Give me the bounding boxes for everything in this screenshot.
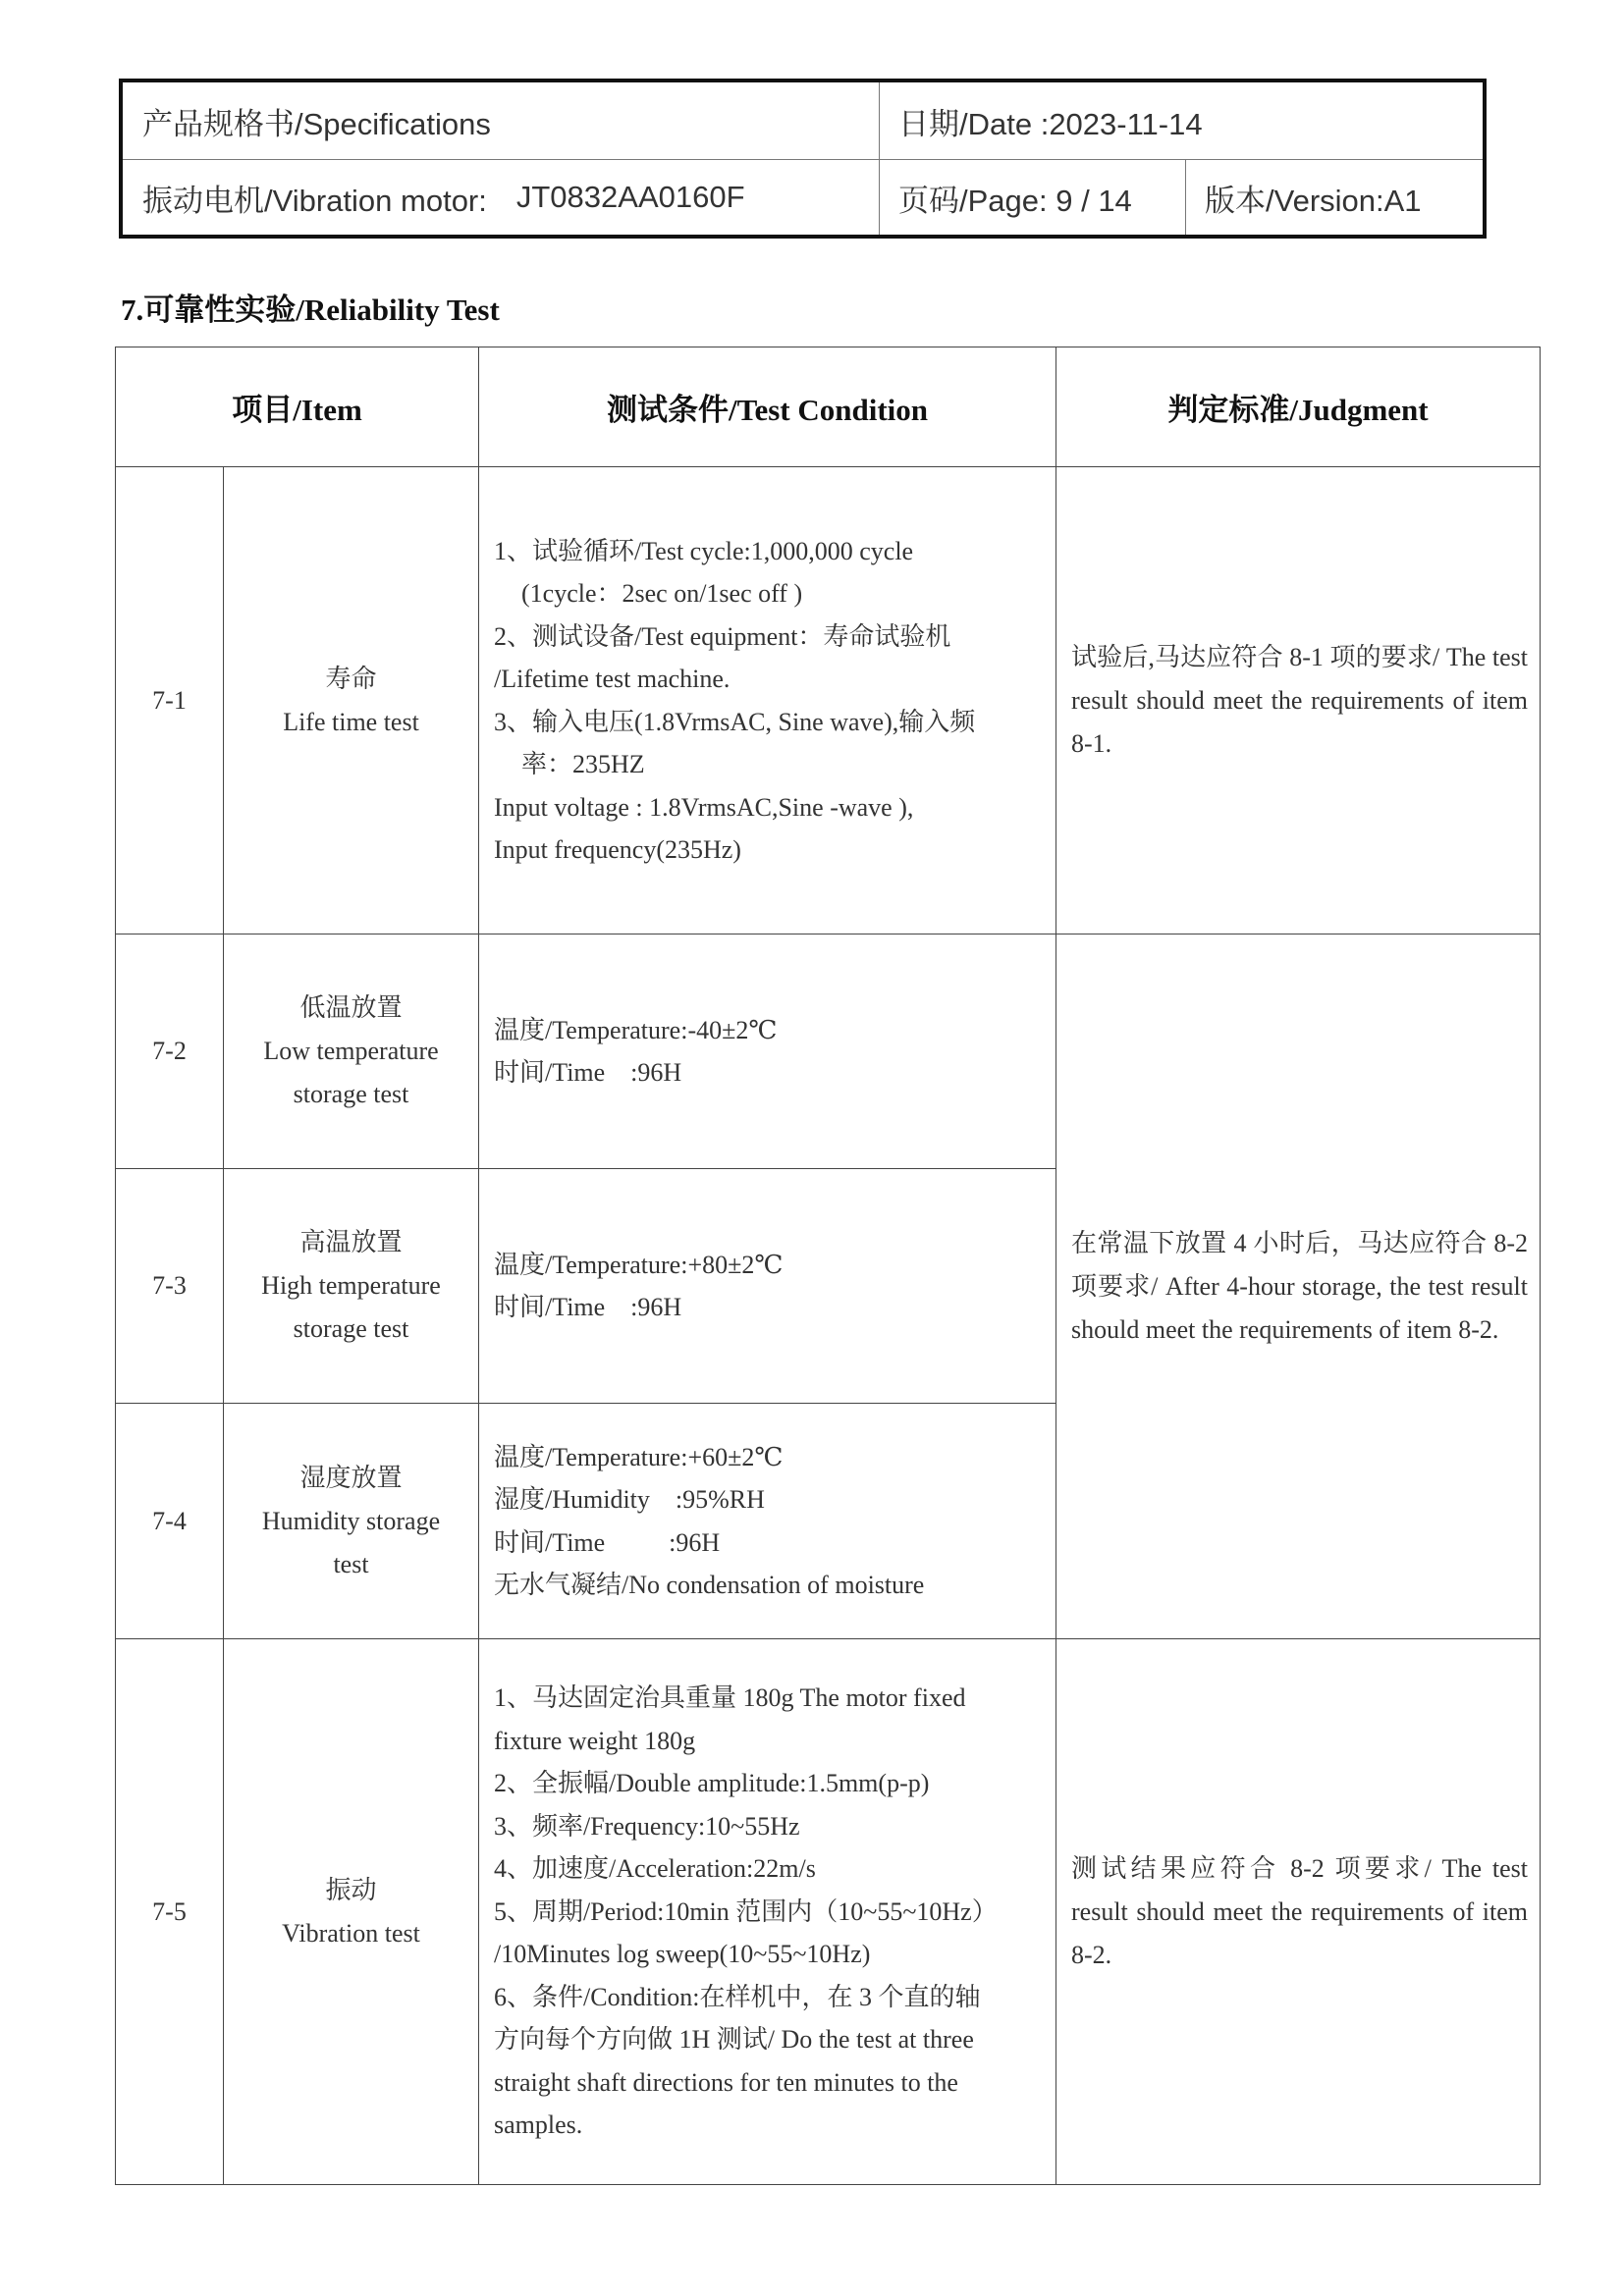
item-name-cn: 寿命 <box>325 664 377 693</box>
condition-line: 湿度/Humidity :95%RH <box>494 1485 765 1514</box>
test-condition <box>479 1169 1056 1404</box>
condition-line: samples. <box>494 2110 583 2140</box>
table-row <box>116 1639 1541 2185</box>
product-cell <box>123 159 879 236</box>
column-header-judgment: 判定标准/Judgment <box>1056 347 1541 467</box>
condition-line: 1、试验循环/Test cycle:1,000,000 cycle <box>494 536 914 565</box>
item-name <box>224 1639 479 2185</box>
condition-line: Input frequency(235Hz) <box>494 835 741 864</box>
column-header-condition: 测试条件/Test Condition <box>479 347 1056 467</box>
condition-line: 时间/Time :96H <box>494 1293 682 1321</box>
reliability-test-table <box>115 347 1541 2185</box>
test-condition <box>479 1639 1056 2185</box>
row-number: 7-1 <box>116 467 224 934</box>
condition-line: 3、频率/Frequency:10~55Hz <box>494 1811 800 1841</box>
test-condition <box>479 1404 1056 1639</box>
condition-line: 率：235HZ <box>521 750 645 778</box>
condition-line: 3、输入电压(1.8VrmsAC, Sine wave),输入频 <box>494 707 976 736</box>
condition-line: /Lifetime test machine. <box>494 665 731 693</box>
condition-line: fixture weight 180g <box>494 1726 696 1755</box>
condition-line: straight shaft directions for ten minutes to the <box>494 2067 958 2097</box>
item-name-en: High temperature <box>261 1271 441 1300</box>
item-name-cn: 高温放置 <box>299 1228 403 1256</box>
product-label: 振动电机/Vibration motor: <box>142 183 487 218</box>
row-number: 7-5 <box>116 1639 224 2185</box>
document-header <box>119 79 1487 239</box>
condition-line: 2、测试设备/Test equipment：寿命试验机 <box>494 621 951 651</box>
page-number: 页码/Page: 9 / 14 <box>898 183 1132 218</box>
row-number: 7-2 <box>116 934 224 1169</box>
column-header-item: 项目/Item <box>116 347 479 467</box>
condition-line: 5、周期/Period:10min 范围内（10~55~10Hz） <box>494 1896 998 1926</box>
item-name <box>224 1404 479 1639</box>
item-name <box>224 467 479 934</box>
judgment-text: 测试结果应符合 8-2 项要求/ The test result should meet the requirements of item 8-2. <box>1056 1639 1541 2185</box>
condition-line: 温度/Temperature:+60±2℃ <box>494 1442 784 1471</box>
condition-line: 2、全振幅/Double amplitude:1.5mm(p-p) <box>494 1769 930 1798</box>
test-condition <box>479 934 1056 1169</box>
condition-line: Input voltage : 1.8VrmsAC,Sine -wave ), <box>494 792 914 822</box>
section-title: 7.可靠性实验/Reliability Test <box>121 293 500 327</box>
item-name-cn: 振动 <box>325 1875 377 1904</box>
product-code: JT0832AA0160F <box>515 180 745 214</box>
judgment-text: 试验后,马达应符合 8-1 项的要求/ The test result should meet the requirements of item 8-1. <box>1056 467 1541 934</box>
date-field: 日期/Date :2023-11-14 <box>898 106 1203 141</box>
table-row <box>116 934 1541 1169</box>
condition-line: 4、加速度/Acceleration:22m/s <box>494 1854 816 1884</box>
test-condition <box>479 467 1056 934</box>
condition-line: 时间/Time :96H <box>494 1058 682 1087</box>
condition-line: (1cycle：2sec on/1sec off ) <box>521 579 803 608</box>
condition-line: 6、条件/Condition:在样机中，在 3 个直的轴 <box>494 1982 981 2011</box>
item-name-en: Life time test <box>283 707 419 736</box>
condition-line: 方向每个方向做 1H 测试/ Do the test at three <box>494 2025 974 2055</box>
judgment-text: 在常温下放置 4 小时后，马达应符合 8-2 项要求/ After 4-hour storage, the test result should meet the requirements of item 8-2. <box>1056 934 1541 1639</box>
version-field: 版本/Version:A1 <box>1205 183 1422 218</box>
condition-line: 温度/Temperature:+80±2℃ <box>494 1250 784 1279</box>
row-number: 7-3 <box>116 1169 224 1404</box>
spec-title: 产品规格书/Specifications <box>142 106 491 141</box>
row-number: 7-4 <box>116 1404 224 1639</box>
item-name-en: Humidity storage <box>261 1506 441 1535</box>
condition-line: 无水气凝结/No condensation of moisture <box>494 1571 925 1599</box>
condition-line: 1、马达固定治具重量 180g The motor fixed <box>494 1683 966 1713</box>
condition-line: /10Minutes log sweep(10~55~10Hz) <box>494 1940 871 1969</box>
item-name-en: storage test <box>293 1080 409 1108</box>
item-name <box>224 1169 479 1404</box>
item-name-cn: 湿度放置 <box>299 1463 403 1492</box>
table-row <box>116 467 1541 934</box>
item-name <box>224 934 479 1169</box>
item-name-cn: 低温放置 <box>299 993 403 1022</box>
item-name-en: Low temperature <box>263 1037 439 1065</box>
item-name-en: storage test <box>293 1314 409 1343</box>
condition-line: 时间/Time :96H <box>494 1527 721 1557</box>
table-header-row <box>116 347 1541 467</box>
condition-line: 温度/Temperature:-40±2℃ <box>494 1015 778 1044</box>
item-name-en: test <box>333 1549 369 1578</box>
item-name-en: Vibration test <box>282 1918 420 1948</box>
